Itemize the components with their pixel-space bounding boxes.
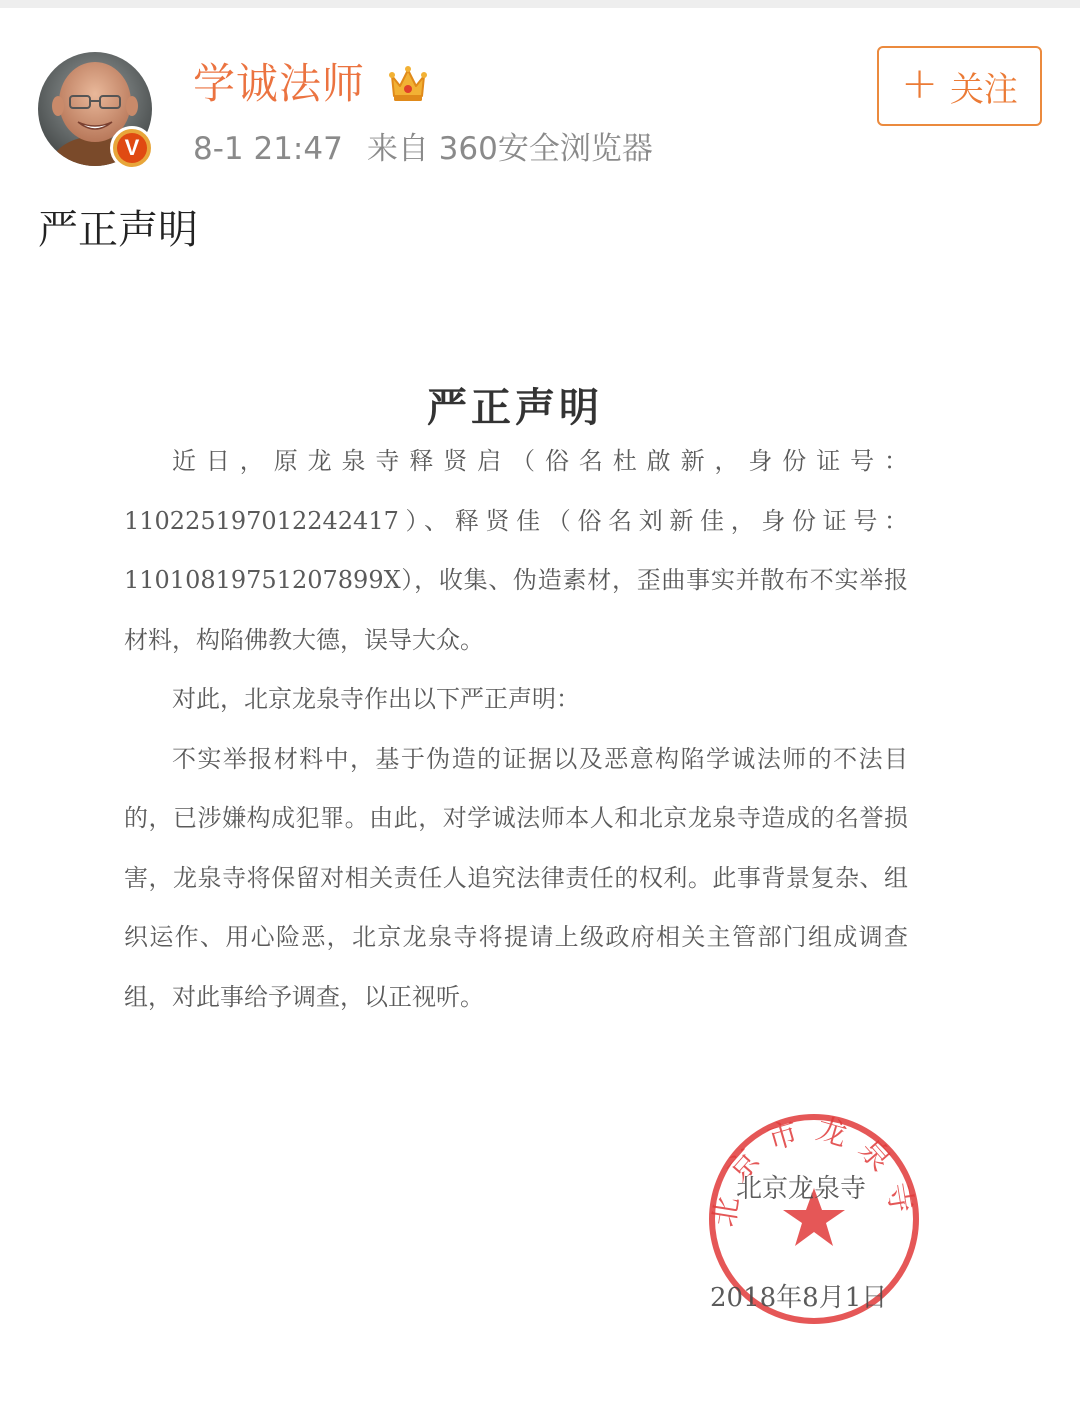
document-body xyxy=(124,432,908,1027)
verified-badge-icon xyxy=(110,126,154,170)
crown-icon[interactable] xyxy=(386,62,430,106)
follow-button[interactable] xyxy=(877,46,1042,126)
post-source[interactable]: 来自 360安全浏览器 xyxy=(366,131,653,167)
plus-icon: + xyxy=(901,58,938,109)
top-divider xyxy=(0,0,1080,8)
username[interactable]: 学诚法师 xyxy=(193,59,366,108)
verified-v-icon: V xyxy=(117,133,147,163)
follow-label: 关注 xyxy=(949,69,1018,110)
document-paragraph: 对此，北京龙泉寺作出以下严正声明： xyxy=(172,685,580,713)
document-paragraph: 不实举报材料中，基于伪造的证据以及恶意构陷学诚法师的不法目的，已涉嫌构成犯罪。由此，对学诚法师本人和北京龙泉寺造成的名誉损害，龙泉寺将保留对相关责任人追究法律责任的权利。此事背景复杂、组织运作、用心险恶，北京龙泉寺将提请上级政府相关主管部门组成调查组，对此事给予调查，以正视听。 xyxy=(124,744,908,1011)
signature-org: 北京龙泉寺 xyxy=(736,1174,867,1204)
document-paragraph: 近日，原龙泉寺释贤启（俗名杜啟新，身份证号：110225197012242417）、释贤佳（俗名刘新佳，身份证号：11010819751207899X），收集、伪造素材，歪曲事实并散布不实举报材料，构陷佛教大德，误导大众。 xyxy=(124,447,908,654)
signature-date: 2018年8月1日 xyxy=(710,1283,888,1313)
document-title: 严正声明 xyxy=(427,384,603,431)
post-time: 8-1 21:47 xyxy=(193,131,343,167)
post-meta xyxy=(193,128,653,170)
seal-text: 北京市龙泉寺 xyxy=(706,1111,922,1230)
post-text: 严正声明 xyxy=(38,207,198,253)
attached-document-image[interactable] xyxy=(0,282,1080,1421)
